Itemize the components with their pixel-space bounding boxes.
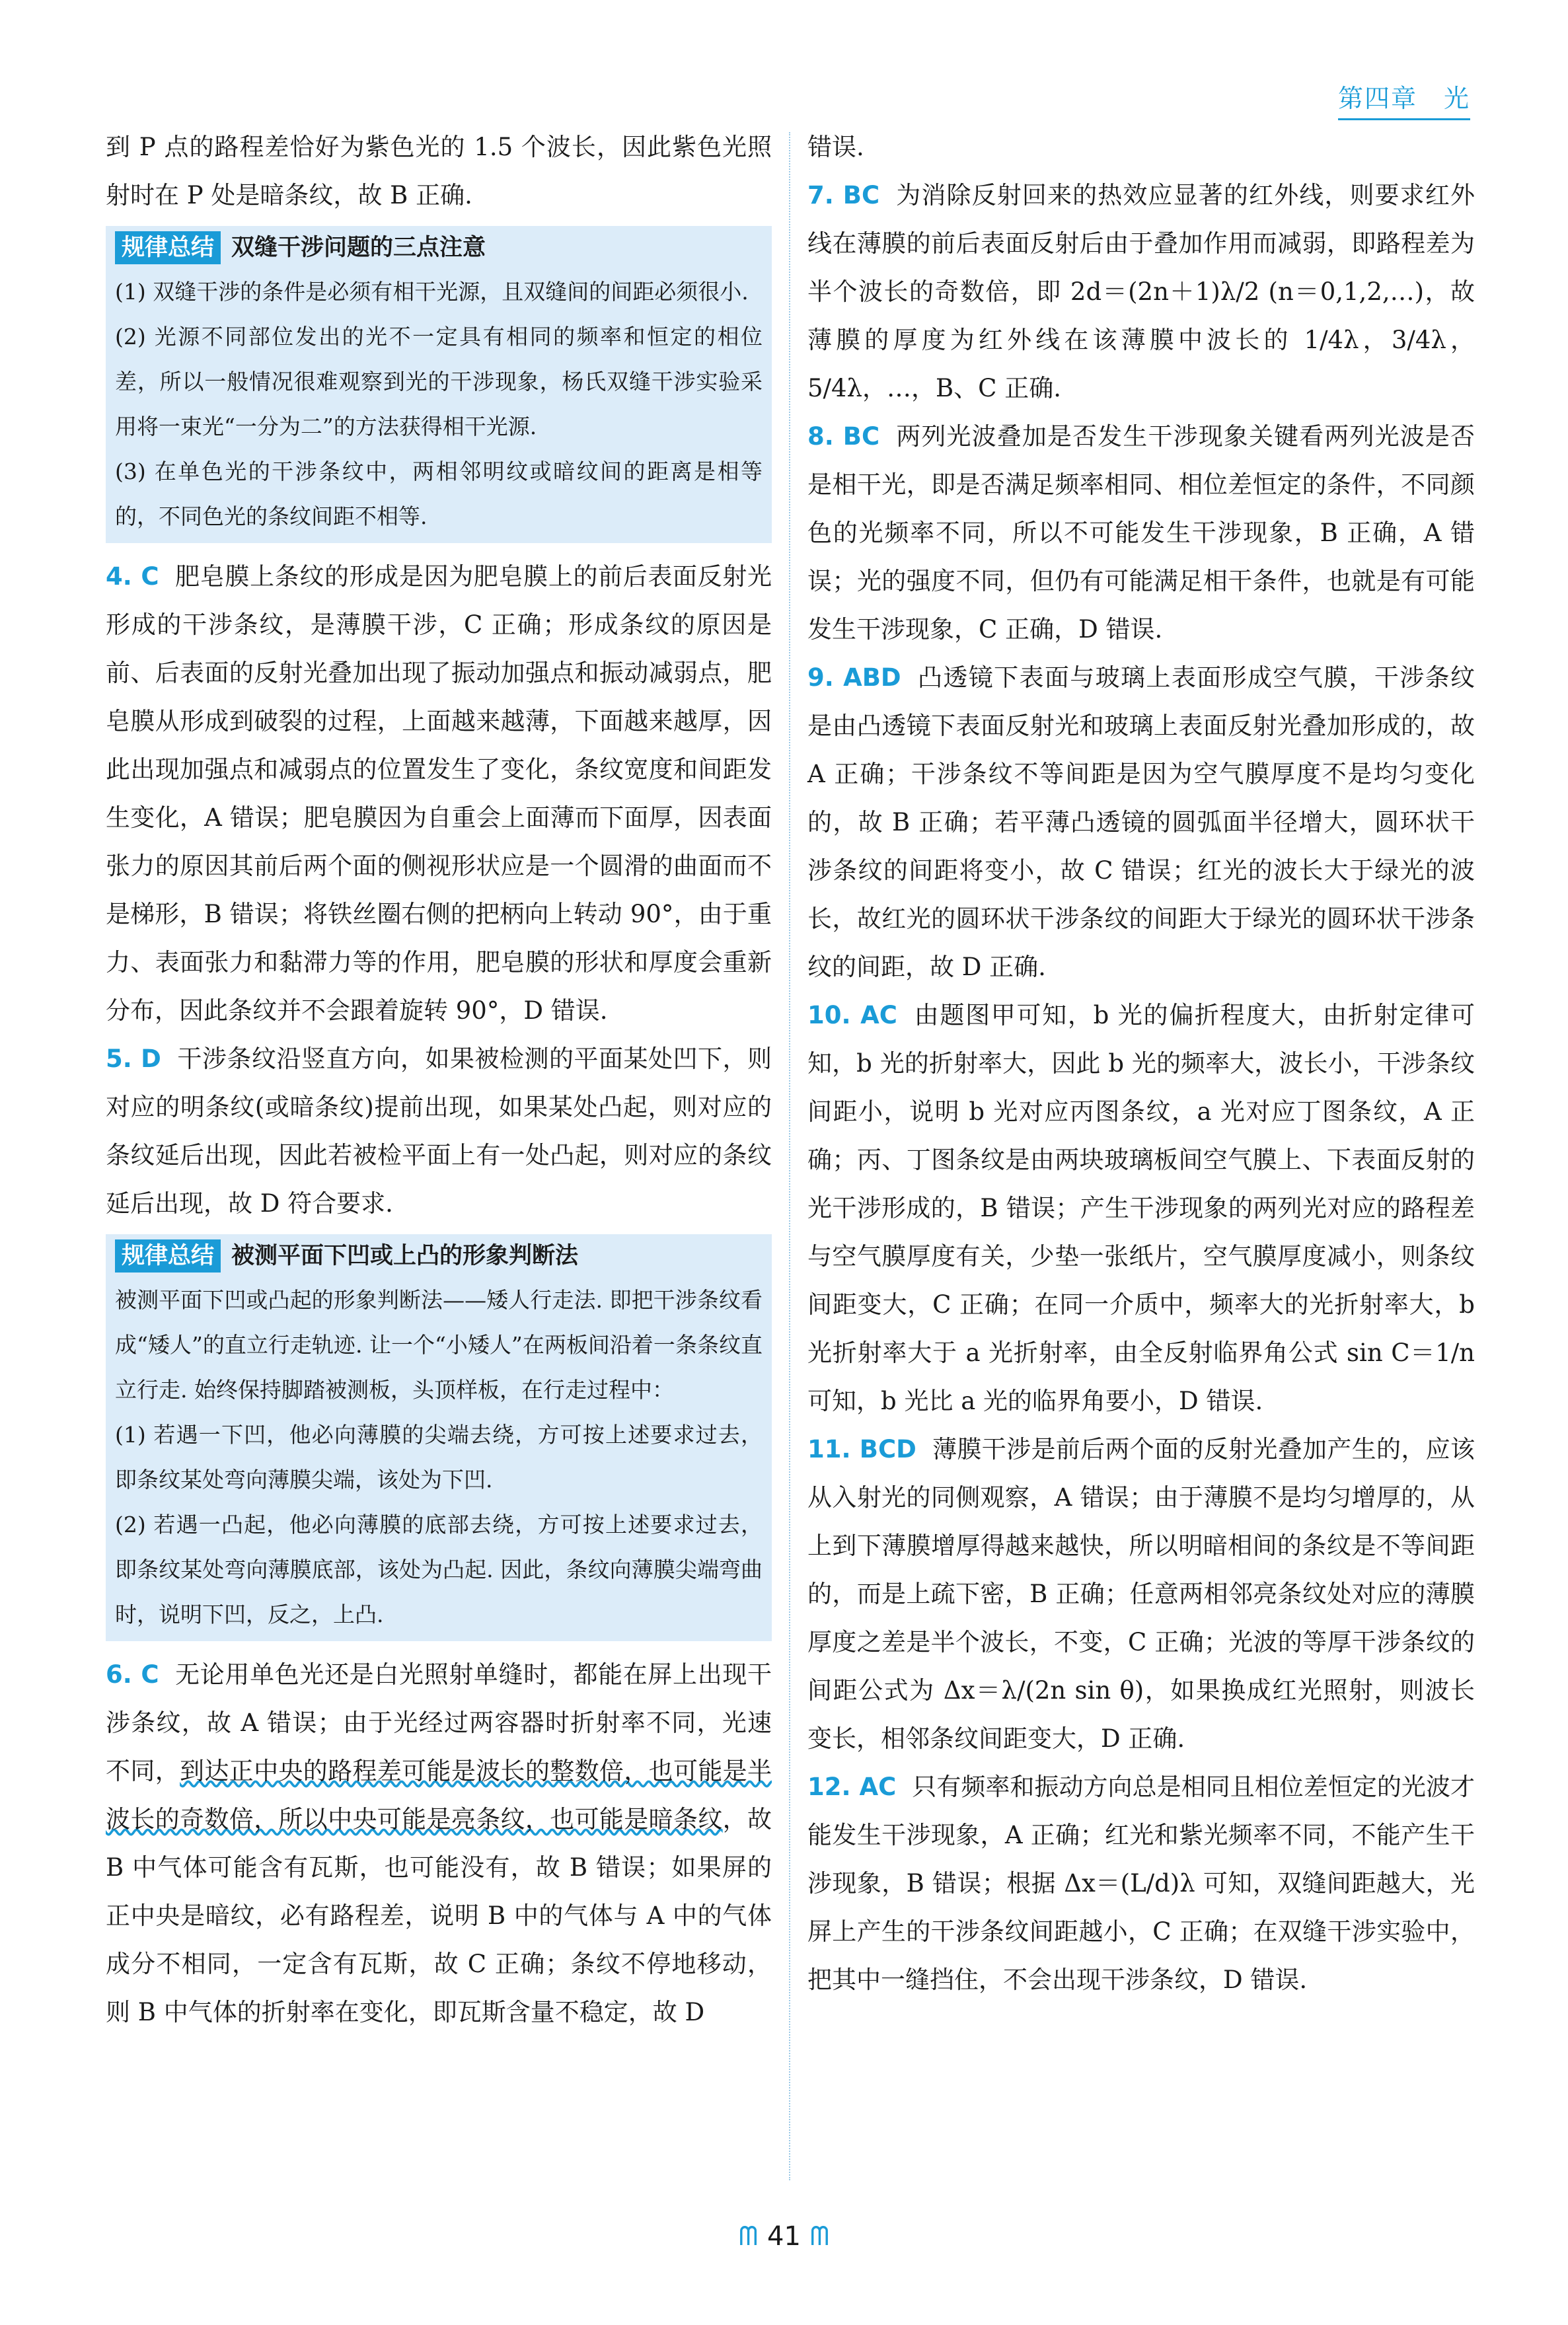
summary-box-1-title: 双缝干涉问题的三点注意	[231, 235, 486, 261]
page-footer	[0, 2221, 1568, 2252]
right-column	[807, 123, 1475, 2004]
answer-11-text: 薄膜干涉是前后两个面的反射光叠加产生的，应该从入射光的同侧观察，A 错误；由于薄膜不是均匀增厚的，从上到下薄膜增厚得越来越快，所以明暗相间的条纹是不等间距的，而是上疏下密，B 正确；任意两相邻亮条纹处对应的薄膜厚度之差是半个波长，不变，C 正确；光波的等厚干涉条纹的间距公式为 Δx＝λ/(2n sin θ)，如果换成红光照射，则波长变长，相邻条纹间距变大，D 正确.	[807, 1435, 1475, 1753]
answer-5-text: 干涉条纹沿竖直方向，如果被检测的平面某处凹下，则对应的明条纹(或暗条纹)提前出现，如果某处凸起，则对应的条纹延后出现，因此若被检平面上有一处凸起，则对应的条纹延后出现，故 D 符合要求.	[106, 1045, 772, 1218]
answer-8-number: 8. BC	[807, 422, 880, 451]
answer-6-continued: 错误.	[807, 133, 864, 161]
summary-box-1	[106, 226, 772, 543]
answer-5	[106, 1035, 772, 1228]
answer-6-number: 6. C	[106, 1660, 159, 1689]
answer-6-text-a: 无论用单色光还是白光照射单缝时，都能在屏上出现干涉条纹，故 A 错误；由于光经过两容器时折射率不同，光速不同，	[106, 1660, 772, 1785]
answer-6-text-b: ，故 B 中气体可能含有瓦斯，也可能没有，故 B 错误；如果屏的正中央是暗纹，必有路程差，说明 B 中的气体与 A 中的气体成分不相同，一定含有瓦斯，故 C 正确；条纹不停地移动，则 B 中气体的折射率在变化，即瓦斯含量不稳定，故 D	[106, 1805, 772, 2026]
answer-9-text: 凸透镜下表面与玻璃上表面形成空气膜，干涉条纹是由凸透镜下表面反射光和玻璃上表面反射光叠加形成的，故 A 正确；干涉条纹不等间距是因为空气膜厚度不是均匀变化的，故 B 正确；若平薄凸透镜的圆弧面半径增大，圆环状干涉条纹的间距将变小，故 C 错误；红光的波长大于绿光的波长，故红光的圆环状干涉条纹的间距大于绿光的圆环状干涉条纹的间距，故 D 正确.	[807, 663, 1475, 981]
summary-box-2-title: 被测平面下凹或上凸的形象判断法	[231, 1243, 579, 1269]
answer-9-number: 9. ABD	[807, 663, 901, 692]
answer-9	[807, 653, 1475, 991]
answer-7-text: 为消除反射回来的热效应显著的红外线，则要求红外线在薄膜的前后表面反射后由于叠加作用而减弱，即路程差为半个波长的奇数倍，即 2d＝(2n＋1)λ/2 (n＝0,1,2,…)，故薄膜的厚度为红外线在该薄膜中波长的 1/4λ，3/4λ，5/4λ，…，B、C 正确.	[807, 181, 1475, 402]
summary-tag: 规律总结	[115, 231, 221, 264]
intro-paragraph: 到 P 点的路程差恰好为紫色光的 1.5 个波长，因此紫色光照射时在 P 处是暗条纹，故 B 正确.	[106, 133, 772, 209]
summary-box-2-line-3: (2) 若遇一凸起，他必向薄膜的底部去绕，方可按上述要求过去，即条纹某处弯向薄膜底部，该处为凸起. 因此，条纹向薄膜尖端弯曲时，说明下凹，反之，上凸.	[115, 1512, 763, 1627]
summary-box-2-line-1: 被测平面下凹或凸起的形象判断法——矮人行走法. 即把干涉条纹看成“矮人”的直立行走轨迹. 让一个“小矮人”在两板间沿着一条条纹直立行走. 始终保持脚踏被测板，头顶样板，在行走过程中：	[115, 1287, 763, 1403]
answer-8	[807, 412, 1475, 653]
answer-4-text: 肥皂膜上条纹的形成是因为肥皂膜上的前后表面反射光形成的干涉条纹，是薄膜干涉，C 正确；形成条纹的原因是前、后表面的反射光叠加出现了振动加强点和振动减弱点，肥皂膜从形成到破裂的过程，上面越来越薄，下面越来越厚，因此出现加强点和减弱点的位置发生了变化，条纹宽度和间距发生变化，A 错误；肥皂膜因为自重会上面薄而下面厚，因表面张力的原因其前后两个面的侧视形状应是一个圆滑的曲面而不是梯形，B 错误；将铁丝圈右侧的把柄向上转动 90°，由于重力、表面张力和黏滞力等的作用，肥皂膜的形状和厚度会重新分布，因此条纹并不会跟着旋转 90°，D 错误.	[106, 562, 772, 1025]
column-divider	[789, 132, 790, 2180]
answer-6-underlined: 到达正中央的路程差可能是波长的整数倍，也可能是半波长的奇数倍，所以中央可能是亮条纹，也可能是暗条纹	[106, 1757, 772, 1833]
answer-10-text: 由题图甲可知，b 光的偏折程度大，由折射定律可知，b 光的折射率大，因此 b 光的频率大，波长小，干涉条纹间距小，说明 b 光对应丙图条纹，a 光对应丁图条纹，A 正确；丙、丁图条纹是由两块玻璃板间空气膜上、下表面反射的光干涉形成的，B 错误；产生干涉现象的两列光对应的路程差与空气膜厚度有关，少垫一张纸片，空气膜厚度减小，则条纹间距变大，C 正确；在同一介质中，频率大的光折射率大，b 光折射率大于 a 光折射率，由全反射临界角公式 sin C＝1/n 可知，b 光比 a 光的临界角要小，D 错误.	[807, 1001, 1475, 1415]
answer-8-text: 两列光波叠加是否发生干涉现象关键看两列光波是否是相干光，即是否满足频率相同、相位差恒定的条件，不同颜色的光频率不同，所以不可能发生干涉现象，B 正确，A 错误；光的强度不同，但仍有可能满足相干条件，也就是有可能发生干涉现象，C 正确，D 错误.	[807, 422, 1475, 644]
chapter-title: 第四章 光	[1338, 78, 1470, 120]
answer-10	[807, 991, 1475, 1425]
answer-7	[807, 171, 1475, 412]
answer-11	[807, 1425, 1475, 1763]
left-column	[106, 123, 772, 2036]
summary-box-2-header	[115, 1234, 763, 1278]
answer-4-number: 4. C	[106, 562, 159, 591]
answer-6	[106, 1650, 772, 2036]
answer-12	[807, 1763, 1475, 2004]
answer-7-number: 7. BC	[807, 181, 880, 209]
summary-box-2	[106, 1234, 772, 1641]
answer-12-text: 只有频率和振动方向总是相同且相位差恒定的光波才能发生干涉现象，A 正确；红光和紫光频率不同，不能产生干涉现象，B 错误；根据 Δx＝(L/d)λ 可知，双缝间距越大，光屏上产生的干涉条纹间距越小，C 正确；在双缝干涉实验中，把其中一缝挡住，不会出现干涉条纹，D 错误.	[807, 1773, 1475, 1994]
answer-11-number: 11. BCD	[807, 1435, 916, 1463]
page-number: 41	[767, 2221, 801, 2252]
footer-ornament-right-icon: ᗰ	[809, 2221, 829, 2252]
answer-12-number: 12. AC	[807, 1773, 897, 1801]
answer-4	[106, 552, 772, 1035]
summary-box-1-line-2: (2) 光源不同部位发出的光不一定具有相同的频率和恒定的相位差，所以一般情况很难观察到光的干涉现象，杨氏双缝干涉实验采用将一束光“一分为二”的方法获得相干光源.	[115, 324, 763, 439]
summary-tag: 规律总结	[115, 1239, 221, 1273]
summary-box-2-line-2: (1) 若遇一下凹，他必向薄膜的尖端去绕，方可按上述要求过去，即条纹某处弯向薄膜尖端，该处为下凹.	[115, 1422, 763, 1493]
summary-box-1-line-1: (1) 双缝干涉的条件是必须有相干光源，且双缝间的间距必须很小.	[115, 279, 749, 305]
answer-5-number: 5. D	[106, 1045, 161, 1073]
summary-box-1-line-3: (3) 在单色光的干涉条纹中，两相邻明纹或暗纹间的距离是相等的，不同色光的条纹间距不相等.	[115, 459, 763, 529]
summary-box-1-header	[115, 226, 763, 270]
answer-10-number: 10. AC	[807, 1001, 897, 1029]
footer-ornament-left-icon: ᗰ	[739, 2221, 759, 2252]
